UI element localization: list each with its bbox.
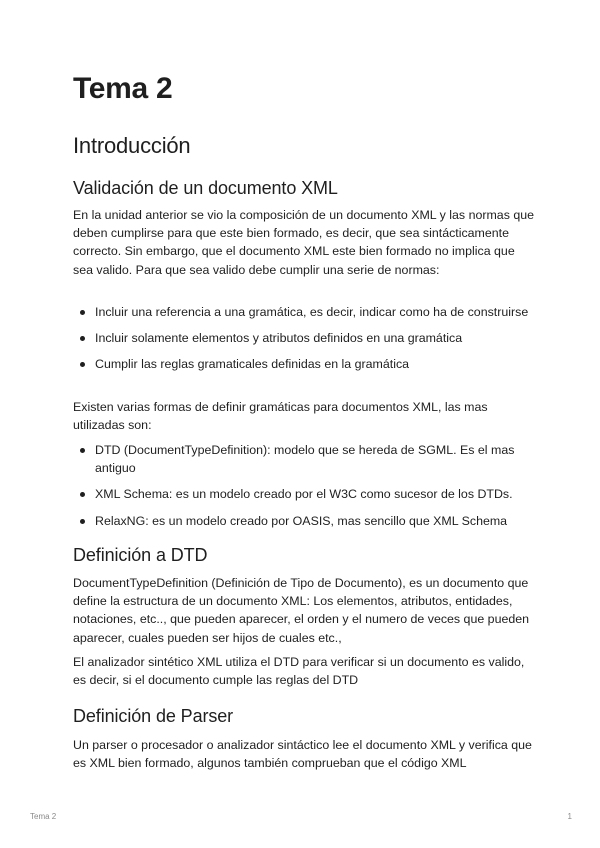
bullet-icon [80, 519, 85, 524]
page-number: 1 [567, 812, 572, 821]
rules-list [73, 303, 535, 382]
list-item: Cumplir las reglas gramaticales definidas en la gramática [73, 355, 535, 373]
bullet-icon [80, 336, 85, 341]
bullet-icon [80, 492, 85, 497]
footer-left: Tema 2 [30, 812, 57, 821]
list-item: Incluir una referencia a una gramática, es decir, indicar como ha de construirse [73, 303, 535, 321]
page-title: Tema 2 [73, 72, 173, 105]
dtd-validator-paragraph: El analizador sintético XML utiliza el DTD para verificar si un documento es valido, es decir, si el documento cumple las reglas del DTD [73, 655, 525, 688]
list-item: XML Schema: es un modelo creado por el W3C como sucesor de los DTDs. [73, 485, 535, 503]
grammars-list [73, 441, 535, 538]
bullet-icon [80, 362, 85, 367]
list-item: Incluir solamente elementos y atributos definidos en una gramática [73, 329, 535, 347]
parser-heading: Definición de Parser [73, 706, 234, 726]
validation-heading: Validación de un documento XML [73, 178, 338, 198]
section-heading: Introducción [73, 133, 191, 158]
parser-paragraph: Un parser o procesador o analizador sintáctico lee el documento XML y verifica que es XML bien formado, algunos también comprueban que el código XML [73, 738, 532, 771]
bullet-icon [80, 310, 85, 315]
bullet-icon [80, 448, 85, 453]
dtd-heading: Definición a DTD [73, 545, 208, 565]
list-item: DTD (DocumentTypeDefinition): modelo que se hereda de SGML. Es el mas antiguo [73, 441, 535, 477]
list-item: RelaxNG: es un modelo creado por OASIS, mas sencillo que XML Schema [73, 512, 535, 530]
grammars-intro-paragraph: Existen varias formas de definir gramáticas para documentos XML, las mas utilizadas son: [73, 400, 488, 433]
dtd-paragraph: DocumentTypeDefinition (Definición de Tipo de Documento), es un documento que define la estructura de un documento XML: Los elementos, atributos, entidades, notaciones, etc.., que pueden aparecer, el orden y el numero de veces que pueden aparecer, cuales pueden ser hijos de cuales etc., [73, 576, 530, 645]
validation-paragraph: En la unidad anterior se vio la composición de un documento XML y las normas que deben cumplirse para que este bien formado, es decir, que sea sintácticamente correcto. Sin embargo, que el documento XML este bien formado no implica que sea valido. Para que sea valido debe cumplir una serie de normas: [73, 208, 535, 277]
